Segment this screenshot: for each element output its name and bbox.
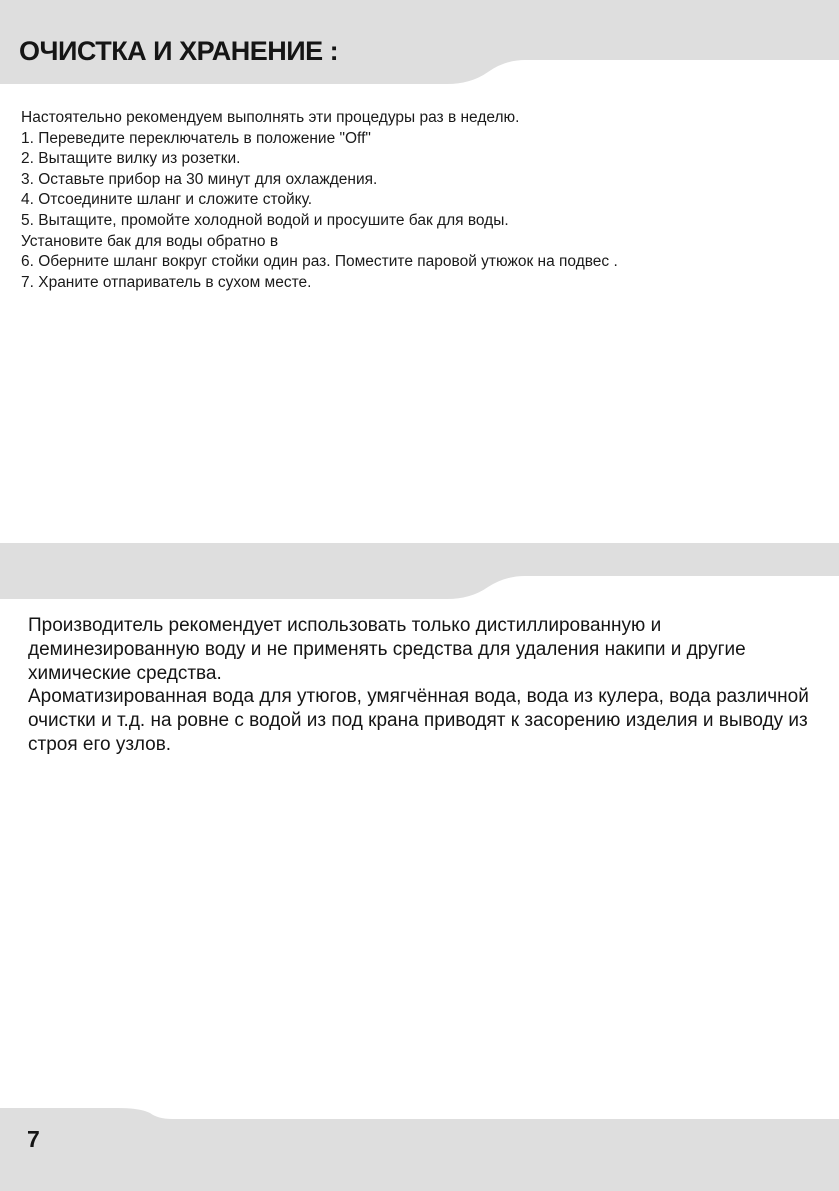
instruction-step-5-continued: Установите бак для воды обратно в [21, 232, 279, 250]
footer-band [0, 1108, 839, 1191]
instruction-step-2: 2. Вытащите вилку из розетки. [21, 150, 241, 168]
water-note [28, 614, 818, 757]
instruction-step-3: 3. Оставьте прибор на 30 минут для охлаждения. [21, 170, 378, 188]
page-title: ОЧИСТКА И ХРАНЕНИЕ : [19, 36, 339, 66]
water-note-paragraph-2: Ароматизированная вода для утюгов, умягчённая вода, вода из кулера, вода различной очистки и т.д. на ровне с водой из под крана приводят к засорению изделия и выводу из строя его узлов. [28, 686, 809, 755]
instruction-step-7: 7. Храните отпариватель в сухом месте. [21, 273, 312, 291]
page-number: 7 [27, 1126, 40, 1152]
water-note-paragraph-1: Производитель рекомендует использовать только дистиллированную и деминезированную воду и не применять средства для удаления накипи и другие химические средства. [28, 615, 746, 684]
instruction-step-5: 5. Вытащите, промойте холодной водой и просушите бак для воды. [21, 211, 509, 229]
instruction-step-6: 6. Оберните шланг вокруг стойки один раз. Поместите паровой утюжок на подвес . [21, 253, 618, 271]
instructions-list [21, 108, 821, 293]
instruction-step-4: 4. Отсоедините шланг и сложите стойку. [21, 191, 313, 209]
section-band [0, 543, 839, 599]
instruction-intro: Настоятельно рекомендуем выполнять эти процедуры раз в неделю. [21, 109, 520, 126]
instruction-step-1: 1. Переведите переключатель в положение "Off" [21, 129, 371, 147]
